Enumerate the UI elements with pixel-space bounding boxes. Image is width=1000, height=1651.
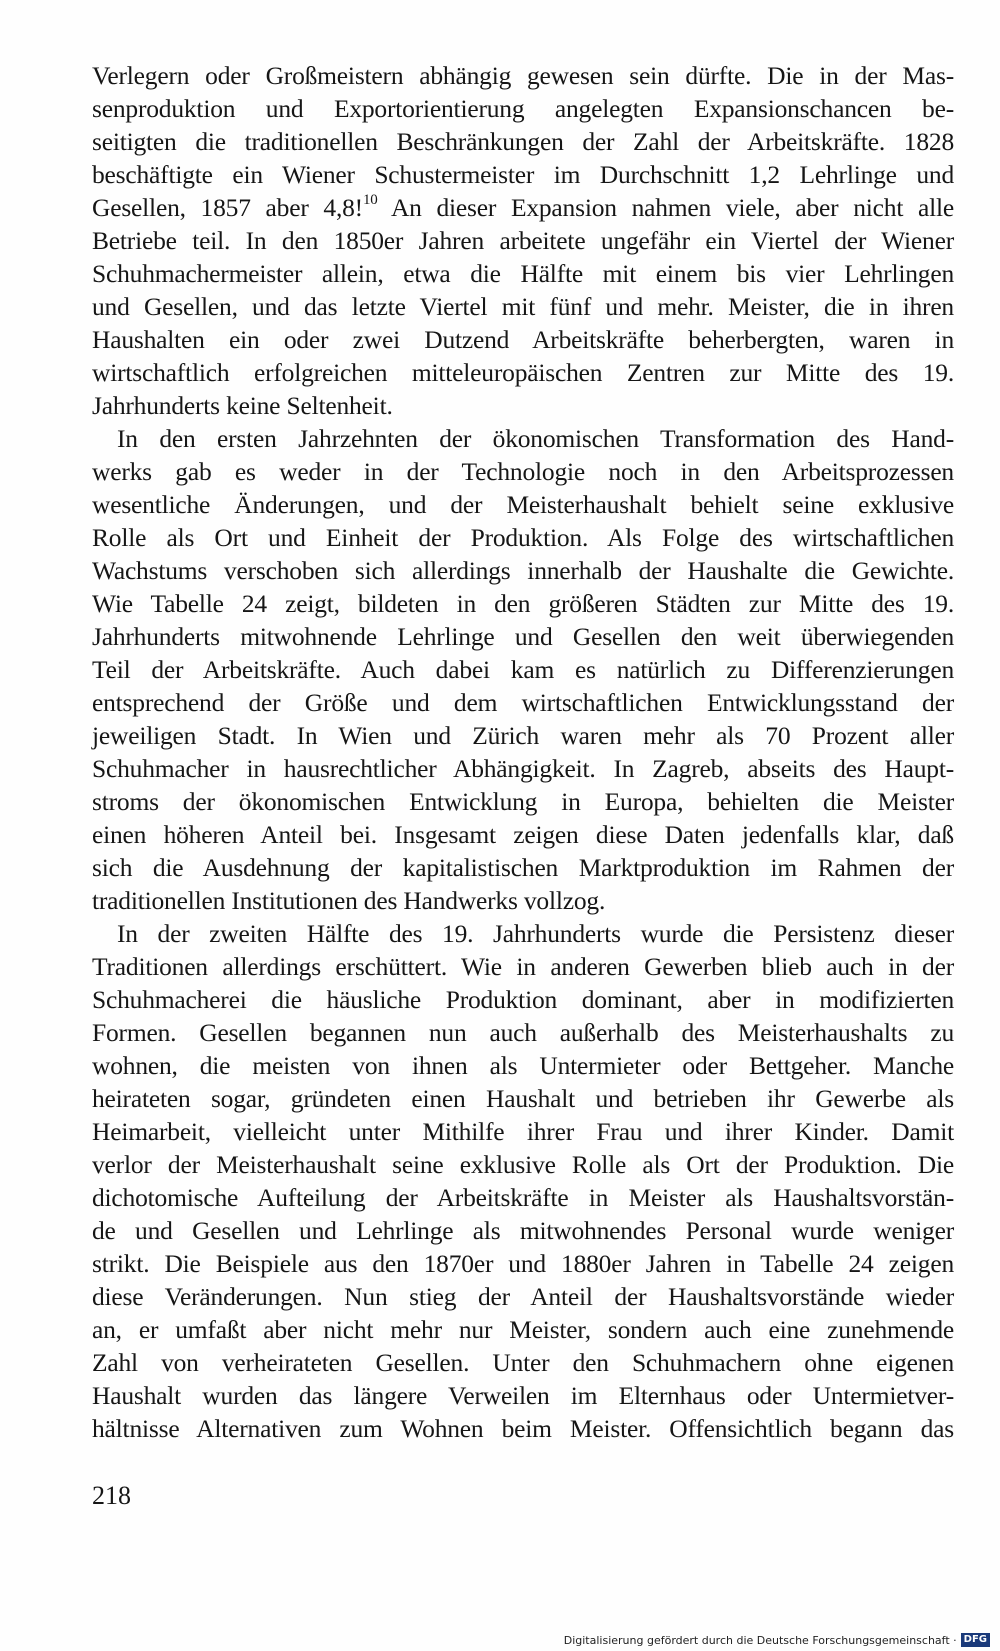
text-line: Haushalt wurden das längere Verweilen im Elternhaus oder Untermietver- [92, 1381, 954, 1410]
text-line: Formen. Gesellen begannen nun auch außerhalb des Meisterhaushalts zu [92, 1018, 954, 1047]
text-line: diese Veränderungen. Nun stieg der Anteil der Haushaltsvorstände wieder [92, 1282, 954, 1311]
text-line: sich die Ausdehnung der kapitalistischen Marktproduktion im Rahmen der [92, 853, 954, 882]
text-line: Wie Tabelle 24 zeigt, bildeten in den größeren Städten zur Mitte des 19. [92, 589, 954, 618]
text-line: wesentliche Änderungen, und der Meisterhaushalt behielt seine exklusive [92, 490, 954, 519]
text-line: dichotomische Aufteilung der Arbeitskräfte in Meister als Haushaltsvorstän- [92, 1183, 954, 1212]
text-line-with-footnote [92, 191, 954, 224]
text-segment: Gesellen, 1857 aber 4,8! [92, 193, 363, 222]
text-line: verlor der Meisterhaushalt seine exklusive Rolle als Ort der Produktion. Die [92, 1150, 954, 1179]
text-line: Betriebe teil. In den 1850er Jahren arbeitete ungefähr ein Viertel der Wiener [92, 226, 954, 255]
text-line: an, er umfaßt aber nicht mehr nur Meister, sondern auch eine zunehmende [92, 1315, 954, 1344]
text-line: Jahrhunderts mitwohnende Lehrlinge und Gesellen den weit überwiegenden [92, 622, 954, 651]
text-line: heirateten sogar, gründeten einen Haushalt und betrieben ihr Gewerbe als [92, 1084, 954, 1113]
paragraph-3 [92, 917, 954, 1445]
text-line: Schuhmacher in hausrechtlicher Abhängigkeit. In Zagreb, abseits des Haupt- [92, 754, 954, 783]
text-line: Rolle als Ort und Einheit der Produktion. Als Folge des wirtschaftlichen [92, 523, 954, 552]
text-line: wirtschaftlich erfolgreichen mitteleuropäischen Zentren zur Mitte des 19. [92, 358, 954, 387]
text-line: Verlegern oder Großmeistern abhängig gewesen sein dürfte. Die in der Mas- [92, 61, 954, 90]
text-line: werks gab es weder in der Technologie noch in den Arbeitsprozessen [92, 457, 954, 486]
text-line: Heimarbeit, vielleicht unter Mithilfe ihrer Frau und ihrer Kinder. Damit [92, 1117, 954, 1146]
text-line: In der zweiten Hälfte des 19. Jahrhunderts wurde die Persistenz dieser [117, 919, 954, 948]
footer-text: Digitalisierung gefördert durch die Deutsche Forschungsgemeinschaft · [563, 1633, 957, 1647]
paragraph-2 [92, 422, 954, 917]
text-line: Schuhmacherei die häusliche Produktion dominant, aber in modifizierten [92, 985, 954, 1014]
text-line: Teil der Arbeitskräfte. Auch dabei kam es natürlich zu Differenzierungen [92, 655, 954, 684]
text-line: Schuhmachermeister allein, etwa die Hälfte mit einem bis vier Lehrlingen [92, 259, 954, 288]
text-line: Traditionen allerdings erschüttert. Wie in anderen Gewerben blieb auch in der [92, 952, 954, 981]
text-line: wohnen, die meisten von ihnen als Untermieter oder Bettgeher. Manche [92, 1051, 954, 1080]
paragraph-1 [92, 59, 954, 422]
footnote-reference: 10 [362, 191, 378, 208]
text-line: de und Gesellen und Lehrlinge als mitwohnendes Personal wurde weniger [92, 1216, 954, 1245]
text-line: Wachstums verschoben sich allerdings innerhalb der Haushalte die Gewichte. [92, 556, 954, 585]
text-line: seitigten die traditionellen Beschränkungen der Zahl der Arbeitskräfte. 1828 [92, 127, 954, 156]
text-segment: An dieser Expansion nahmen viele, aber nicht alle [377, 193, 954, 222]
text-line: stroms der ökonomischen Entwicklung in Europa, behielten die Meister [92, 787, 954, 816]
text-line: jeweiligen Stadt. In Wien und Zürich waren mehr als 70 Prozent aller [92, 721, 954, 750]
text-line: Jahrhunderts keine Seltenheit. [92, 391, 393, 420]
body-text [92, 59, 954, 1445]
text-line: und Gesellen, und das letzte Viertel mit fünf und mehr. Meister, die in ihren [92, 292, 954, 321]
text-line: entsprechend der Größe und dem wirtschaftlichen Entwicklungsstand der [92, 688, 954, 717]
page-number: 218 [92, 1481, 131, 1510]
text-line: In den ersten Jahrzehnten der ökonomischen Transformation des Hand- [117, 424, 954, 453]
text-line: traditionellen Institutionen des Handwerks vollzog. [92, 886, 606, 915]
text-line: senproduktion und Exportorientierung angelegten Expansionschancen be- [92, 94, 954, 123]
text-line: einen höheren Anteil bei. Insgesamt zeigen diese Daten jedenfalls klar, daß [92, 820, 954, 849]
digitization-footer [564, 1633, 990, 1647]
text-line: Haushalten ein oder zwei Dutzend Arbeitskräfte beherbergten, waren in [92, 325, 954, 354]
text-line: strikt. Die Beispiele aus den 1870er und 1880er Jahren in Tabelle 24 zeigen [92, 1249, 954, 1278]
text-line: Zahl von verheirateten Gesellen. Unter den Schuhmachern ohne eigenen [92, 1348, 954, 1377]
text-line: hältnisse Alternativen zum Wohnen beim Meister. Offensichtlich begann das [92, 1414, 954, 1443]
text-line: beschäftigte ein Wiener Schustermeister im Durchschnitt 1,2 Lehrlinge und [92, 160, 954, 189]
dfg-logo-icon: DFG [961, 1633, 990, 1647]
